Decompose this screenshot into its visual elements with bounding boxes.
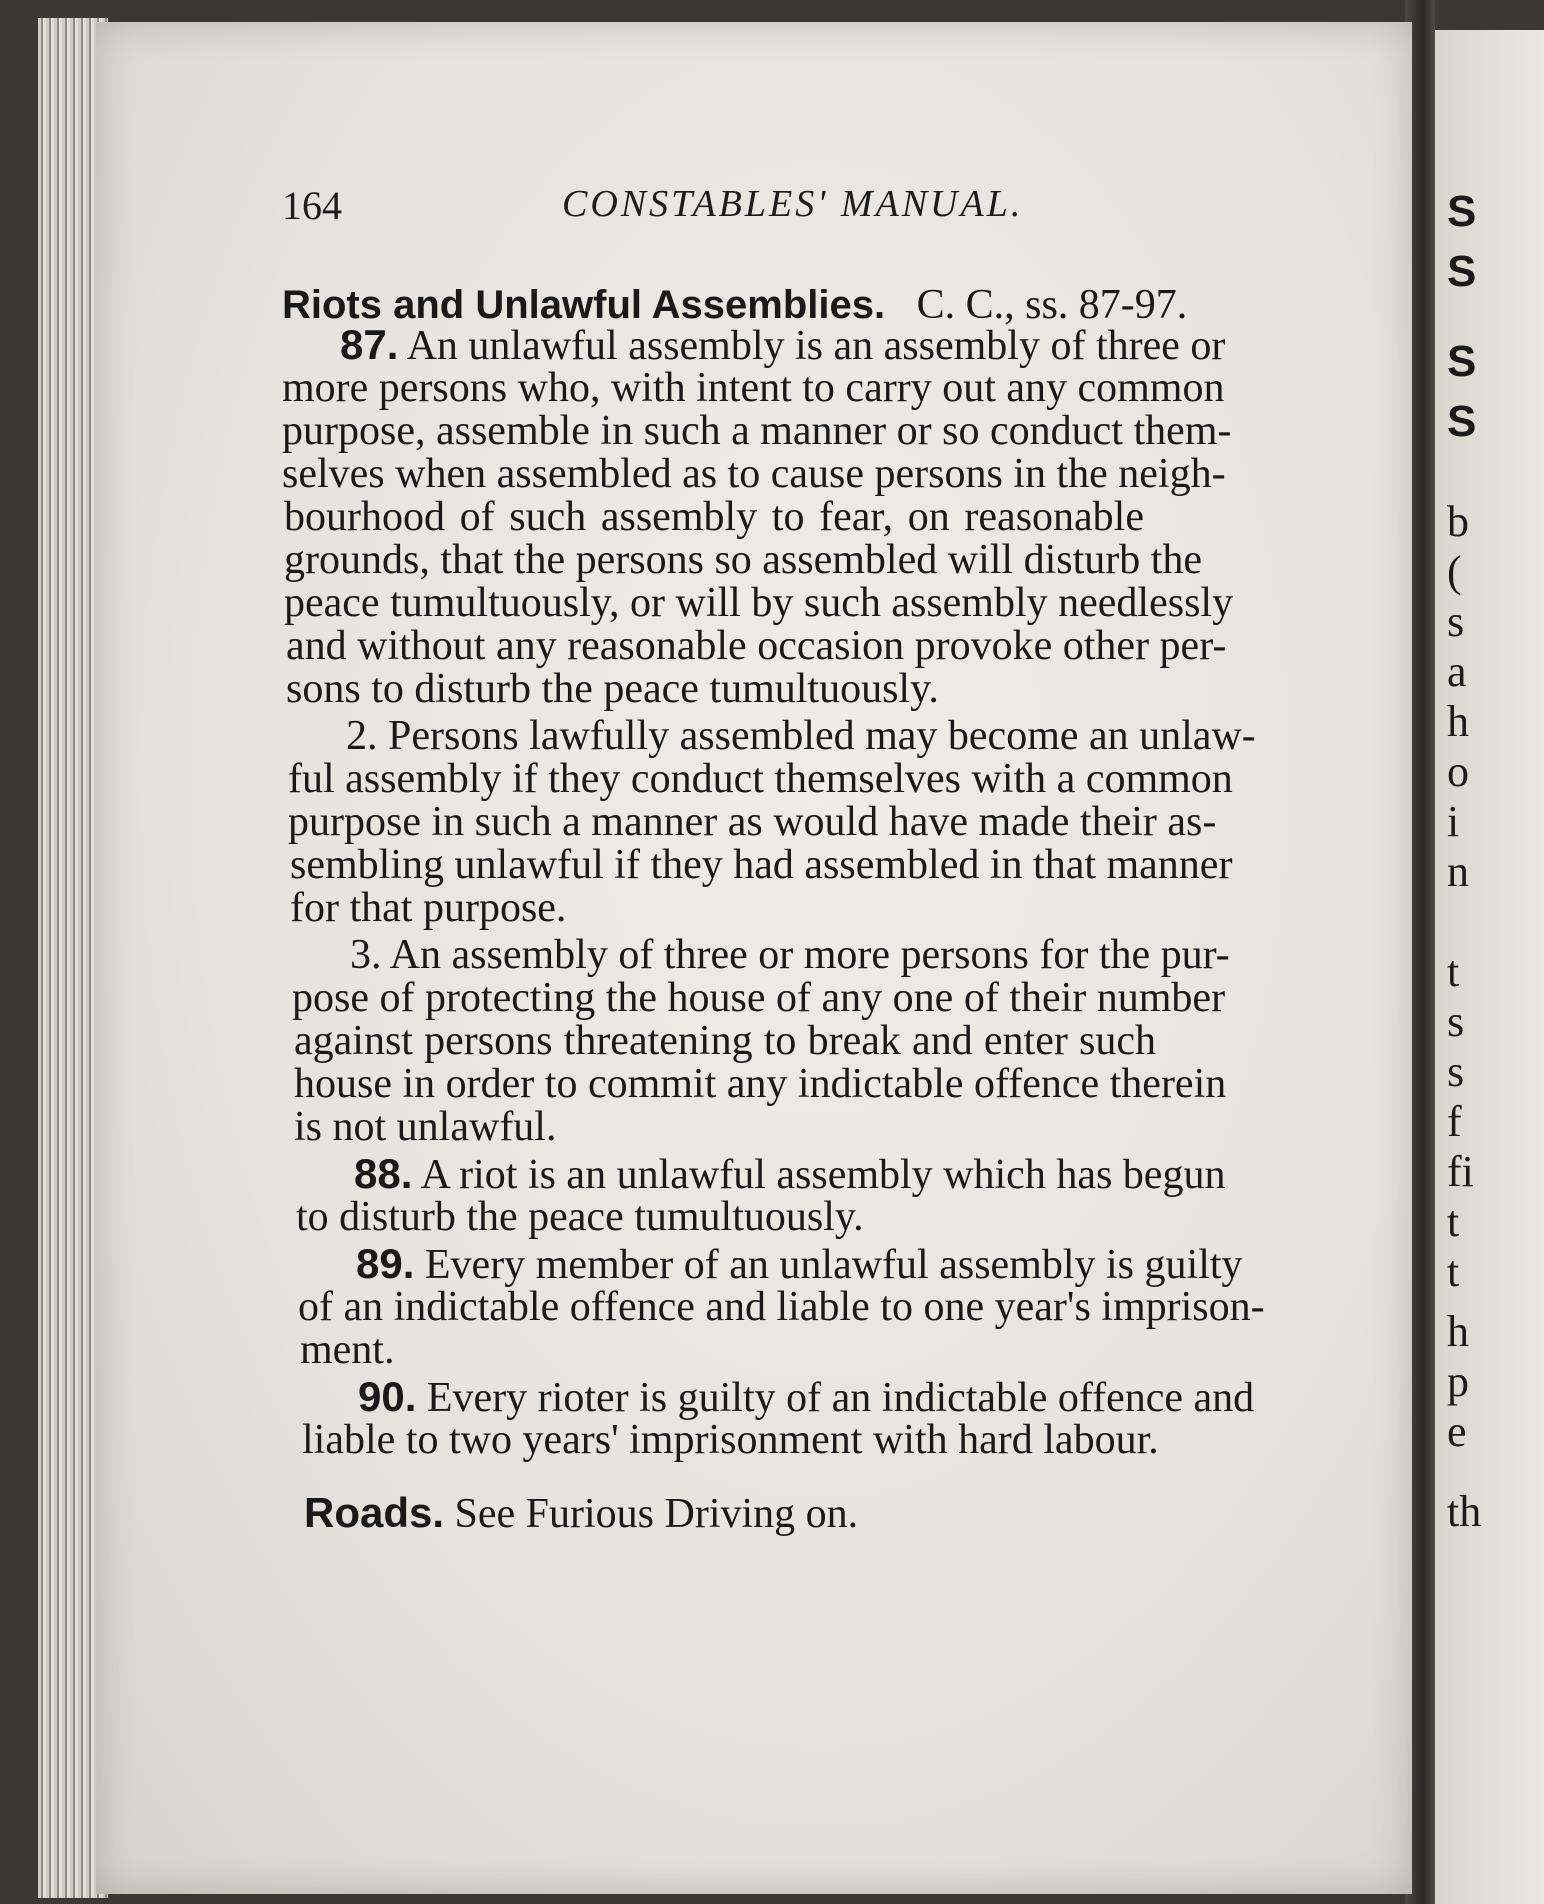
facing-page-fragment: a bbox=[1447, 647, 1467, 696]
text-line: sons to disturb the peace tumultuously. bbox=[286, 666, 939, 712]
text-line: 88. A riot is an unlawful assembly which has begun bbox=[354, 1150, 1226, 1198]
text-line: bourhood of such assembly to fear, on reasonable bbox=[284, 494, 1144, 540]
text-line: pose of protecting the house of any one of their number bbox=[292, 975, 1226, 1021]
text-line: selves when assembled as to cause persons in the neigh- bbox=[282, 451, 1226, 497]
facing-page-fragment: i bbox=[1447, 797, 1460, 846]
facing-page-fragment: S bbox=[1447, 187, 1477, 236]
facing-page-fragment: ( bbox=[1447, 547, 1462, 596]
text-line: and without any reasonable occasion provoke other per- bbox=[286, 623, 1227, 669]
facing-page-fragment: S bbox=[1447, 247, 1477, 296]
facing-page-fragment: p bbox=[1447, 1357, 1469, 1406]
text-line: 89. Every member of an unlawful assembly is guilty bbox=[356, 1240, 1243, 1288]
text-line: 87. An unlawful assembly is an assembly of three or bbox=[340, 321, 1226, 369]
facing-page-fragment: S bbox=[1447, 397, 1477, 446]
section-number: 88. bbox=[354, 1150, 413, 1197]
section-number: 90. bbox=[358, 1373, 417, 1420]
facing-page-fragment: th bbox=[1447, 1487, 1482, 1536]
running-title: CONSTABLES' MANUAL. bbox=[562, 183, 1024, 225]
facing-page-fragment: o bbox=[1447, 747, 1469, 796]
facing-page-fragment: f bbox=[1447, 1097, 1462, 1146]
facing-page-fragment: S bbox=[1447, 337, 1477, 386]
facing-page-fragment: e bbox=[1447, 1407, 1467, 1456]
facing-page-fragment: fi bbox=[1447, 1147, 1474, 1196]
text-line: sembling unlawful if they had assembled in that manner bbox=[290, 842, 1233, 888]
text-line: of an indictable offence and liable to one year's imprison- bbox=[298, 1284, 1265, 1330]
text-line: liable to two years' imprisonment with hard labour. bbox=[302, 1417, 1159, 1463]
text-line: 3. An assembly of three or more persons for the pur- bbox=[350, 932, 1230, 978]
facing-page-fragment: t bbox=[1447, 947, 1460, 996]
text-line: purpose, assemble in such a manner or so conduct them- bbox=[282, 408, 1232, 454]
facing-page-fragment: n bbox=[1447, 847, 1469, 896]
section-number: 89. bbox=[356, 1240, 415, 1287]
text-line: is not unlawful. bbox=[294, 1104, 557, 1150]
text-line: more persons who, with intent to carry out any common bbox=[282, 365, 1225, 411]
section-heading bbox=[282, 284, 1187, 326]
page-content bbox=[96, 22, 1412, 1894]
text-line: purpose in such a manner as would have made their as- bbox=[288, 799, 1217, 845]
text-line: peace tumultuously, or will by such assembly needlessly bbox=[284, 580, 1234, 626]
facing-page-fragment: h bbox=[1447, 1307, 1469, 1356]
facing-page-fragment: h bbox=[1447, 697, 1469, 746]
facing-page-fragment: t bbox=[1447, 1197, 1460, 1246]
text-line: ment. bbox=[300, 1327, 395, 1373]
facing-page-fragment: s bbox=[1447, 597, 1465, 646]
book-page bbox=[96, 22, 1412, 1894]
text-line: for that purpose. bbox=[290, 885, 567, 931]
section-heading-reference: C. C., ss. 87-97. bbox=[916, 282, 1188, 328]
text-line: to disturb the peace tumultuously. bbox=[296, 1194, 864, 1240]
text-line: house in order to commit any indictable offence therein bbox=[294, 1061, 1227, 1107]
section-heading-title: Riots and Unlawful Assemblies. bbox=[282, 283, 886, 327]
facing-page-fragment: s bbox=[1447, 1047, 1465, 1096]
section-number: 87. bbox=[340, 321, 399, 368]
text-line: grounds, that the persons so assembled will disturb the bbox=[284, 537, 1203, 583]
facing-page-fragment: t bbox=[1447, 1247, 1460, 1296]
text-line: 2. Persons lawfully assembled may become an unlaw- bbox=[346, 713, 1256, 759]
text-line: Roads. See Furious Driving on. bbox=[304, 1489, 859, 1537]
text-line: against persons threatening to break and enter such bbox=[294, 1018, 1156, 1064]
facing-page-fragment: s bbox=[1447, 997, 1465, 1046]
facing-page bbox=[1435, 30, 1544, 1904]
text-line: 90. Every rioter is guilty of an indictable offence and bbox=[358, 1373, 1255, 1421]
page-number: 164 bbox=[282, 183, 342, 228]
section-number: Roads. bbox=[304, 1489, 445, 1536]
text-line: ful assembly if they conduct themselves with a common bbox=[288, 756, 1233, 802]
running-head bbox=[282, 182, 1142, 242]
facing-page-fragment: b bbox=[1447, 497, 1469, 546]
